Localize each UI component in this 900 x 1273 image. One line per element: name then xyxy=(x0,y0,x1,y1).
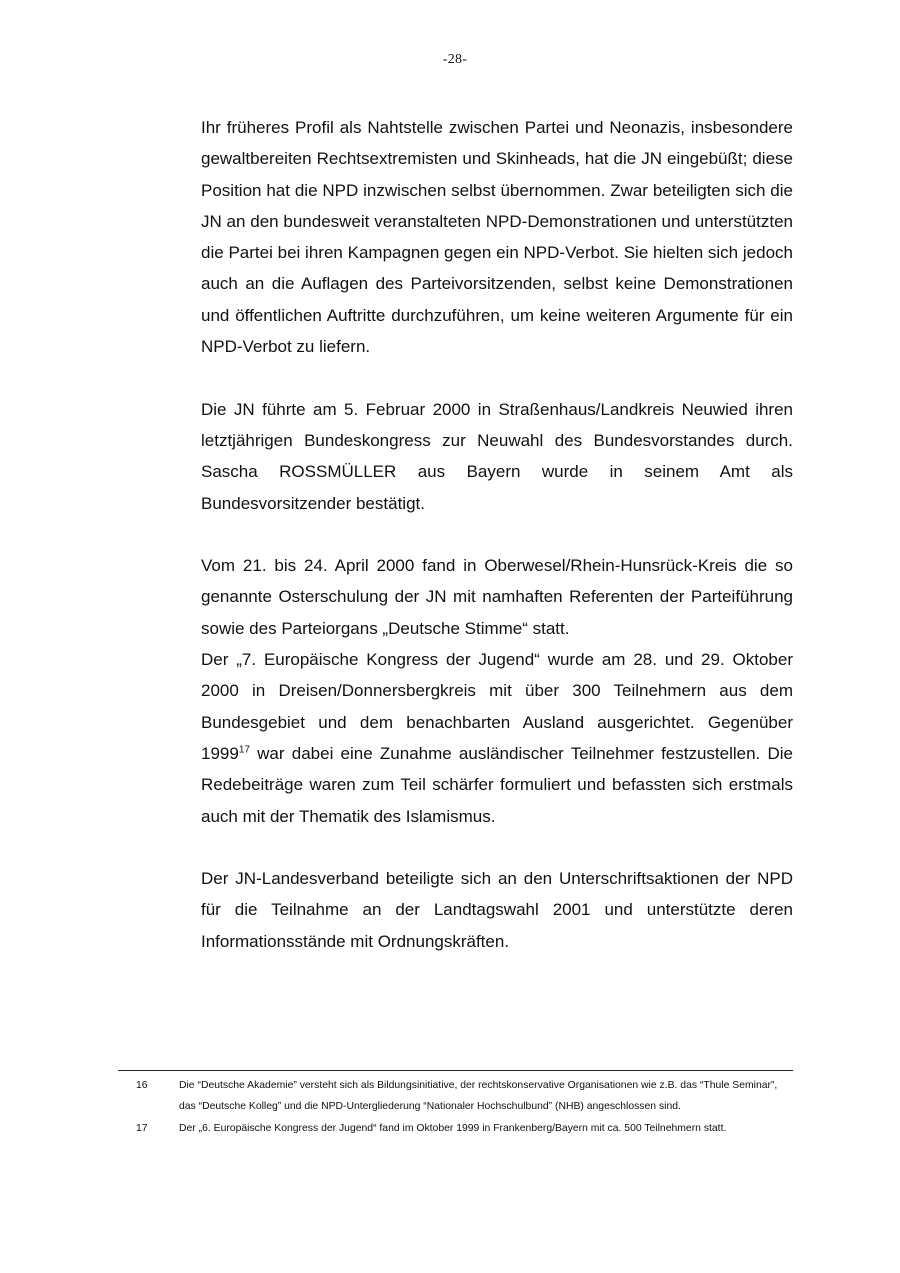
footnote-text: Die “Deutsche Akademie” versteht sich als Bildungsinitiative, der rechtskonservative Organisationen wie z.B. das “Thule Seminar”, das “Deutsche Kolleg” und die NPD-Untergliederung “Nationaler Hochschulbund” (NHB) angeschlossen sind. xyxy=(179,1080,778,1112)
paragraph-landesverband: Der JN-Landesverband beteiligte sich an den Unterschriftsaktionen der NPD für die Teilnahme an der Landtagswahl 2001 und unterstützte deren Informationsstände mit Ordnungskräften. xyxy=(201,869,793,951)
paragraph-spacer xyxy=(201,832,793,863)
paragraph-osterschulung: Vom 21. bis 24. April 2000 fand in Oberwesel/Rhein-Hunsrück-Kreis die so genannte Osterschulung der JN mit namhaften Referenten der Parteiführung sowie des Parteiorgans „Deutsche Stimme“ statt. xyxy=(201,556,793,638)
footnote-text: Der „6. Europäische Kongress der Jugend“ fand im Oktober 1999 in Frankenberg/Bayern mit ca. 500 Teilnehmern statt. xyxy=(179,1123,727,1134)
body-text xyxy=(201,112,793,957)
paragraph-bundeskongress: Die JN führte am 5. Februar 2000 in Straßenhaus/Landkreis Neuwied ihren letztjährigen Bundeskongress zur Neuwahl des Bundesvorstandes durch. Sascha ROSSMÜLLER aus Bayern wurde in seinem Amt als Bundesvorsitzender bestätigt. xyxy=(201,399,793,513)
footnote-number: 16 xyxy=(136,1080,148,1091)
paragraph-spacer xyxy=(201,362,793,393)
footnote-number: 17 xyxy=(136,1123,148,1134)
paragraph-europaeischer-kongress xyxy=(201,644,793,832)
paragraph-text: Der „7. Europäische Kongress der Jugend“ wurde am 28. und 29. Oktober 2000 in Dreisen/Donnersbergkreis mit über 300 Teilnehmern aus dem Bundesgebiet und dem benachbarten Ausland ausgerichtet. Gegenüber 1999 xyxy=(201,650,793,763)
footnote-reference[interactable]: 17 xyxy=(238,744,250,756)
paragraph-text: war dabei eine Zunahme ausländischer Teilnehmer festzustellen. Die Redebeiträge waren zum Teil schärfer formuliert und befassten sich erstmals auch mit der Thematik des Islamismus. xyxy=(201,743,793,826)
page-number: -28- xyxy=(442,52,468,67)
footnotes xyxy=(136,1076,796,1142)
footnote-divider xyxy=(118,1070,793,1071)
paragraph-spacer xyxy=(201,519,793,550)
footnote xyxy=(136,1076,796,1117)
footnote xyxy=(136,1119,796,1140)
paragraph-jn-profile: Ihr früheres Profil als Nahtstelle zwischen Partei und Neonazis, insbesondere gewaltbereiten Rechtsextremisten und Skinheads, hat die JN eingebüßt; diese Position hat die NPD inzwischen selbst übernommen. Zwar beteiligten sich die JN an den bundesweit veranstalteten NPD-Demonstrationen und unterstützten die Partei bei ihren Kampagnen gegen ein NPD-Verbot. Sie hielten sich jedoch auch an die Auflagen des Parteivorsitzenden, selbst keine Demonstrationen und öffentlichen Auftritte durchzuführen, um keine weiteren Argumente für ein NPD-Verbot zu liefern. xyxy=(201,118,793,357)
